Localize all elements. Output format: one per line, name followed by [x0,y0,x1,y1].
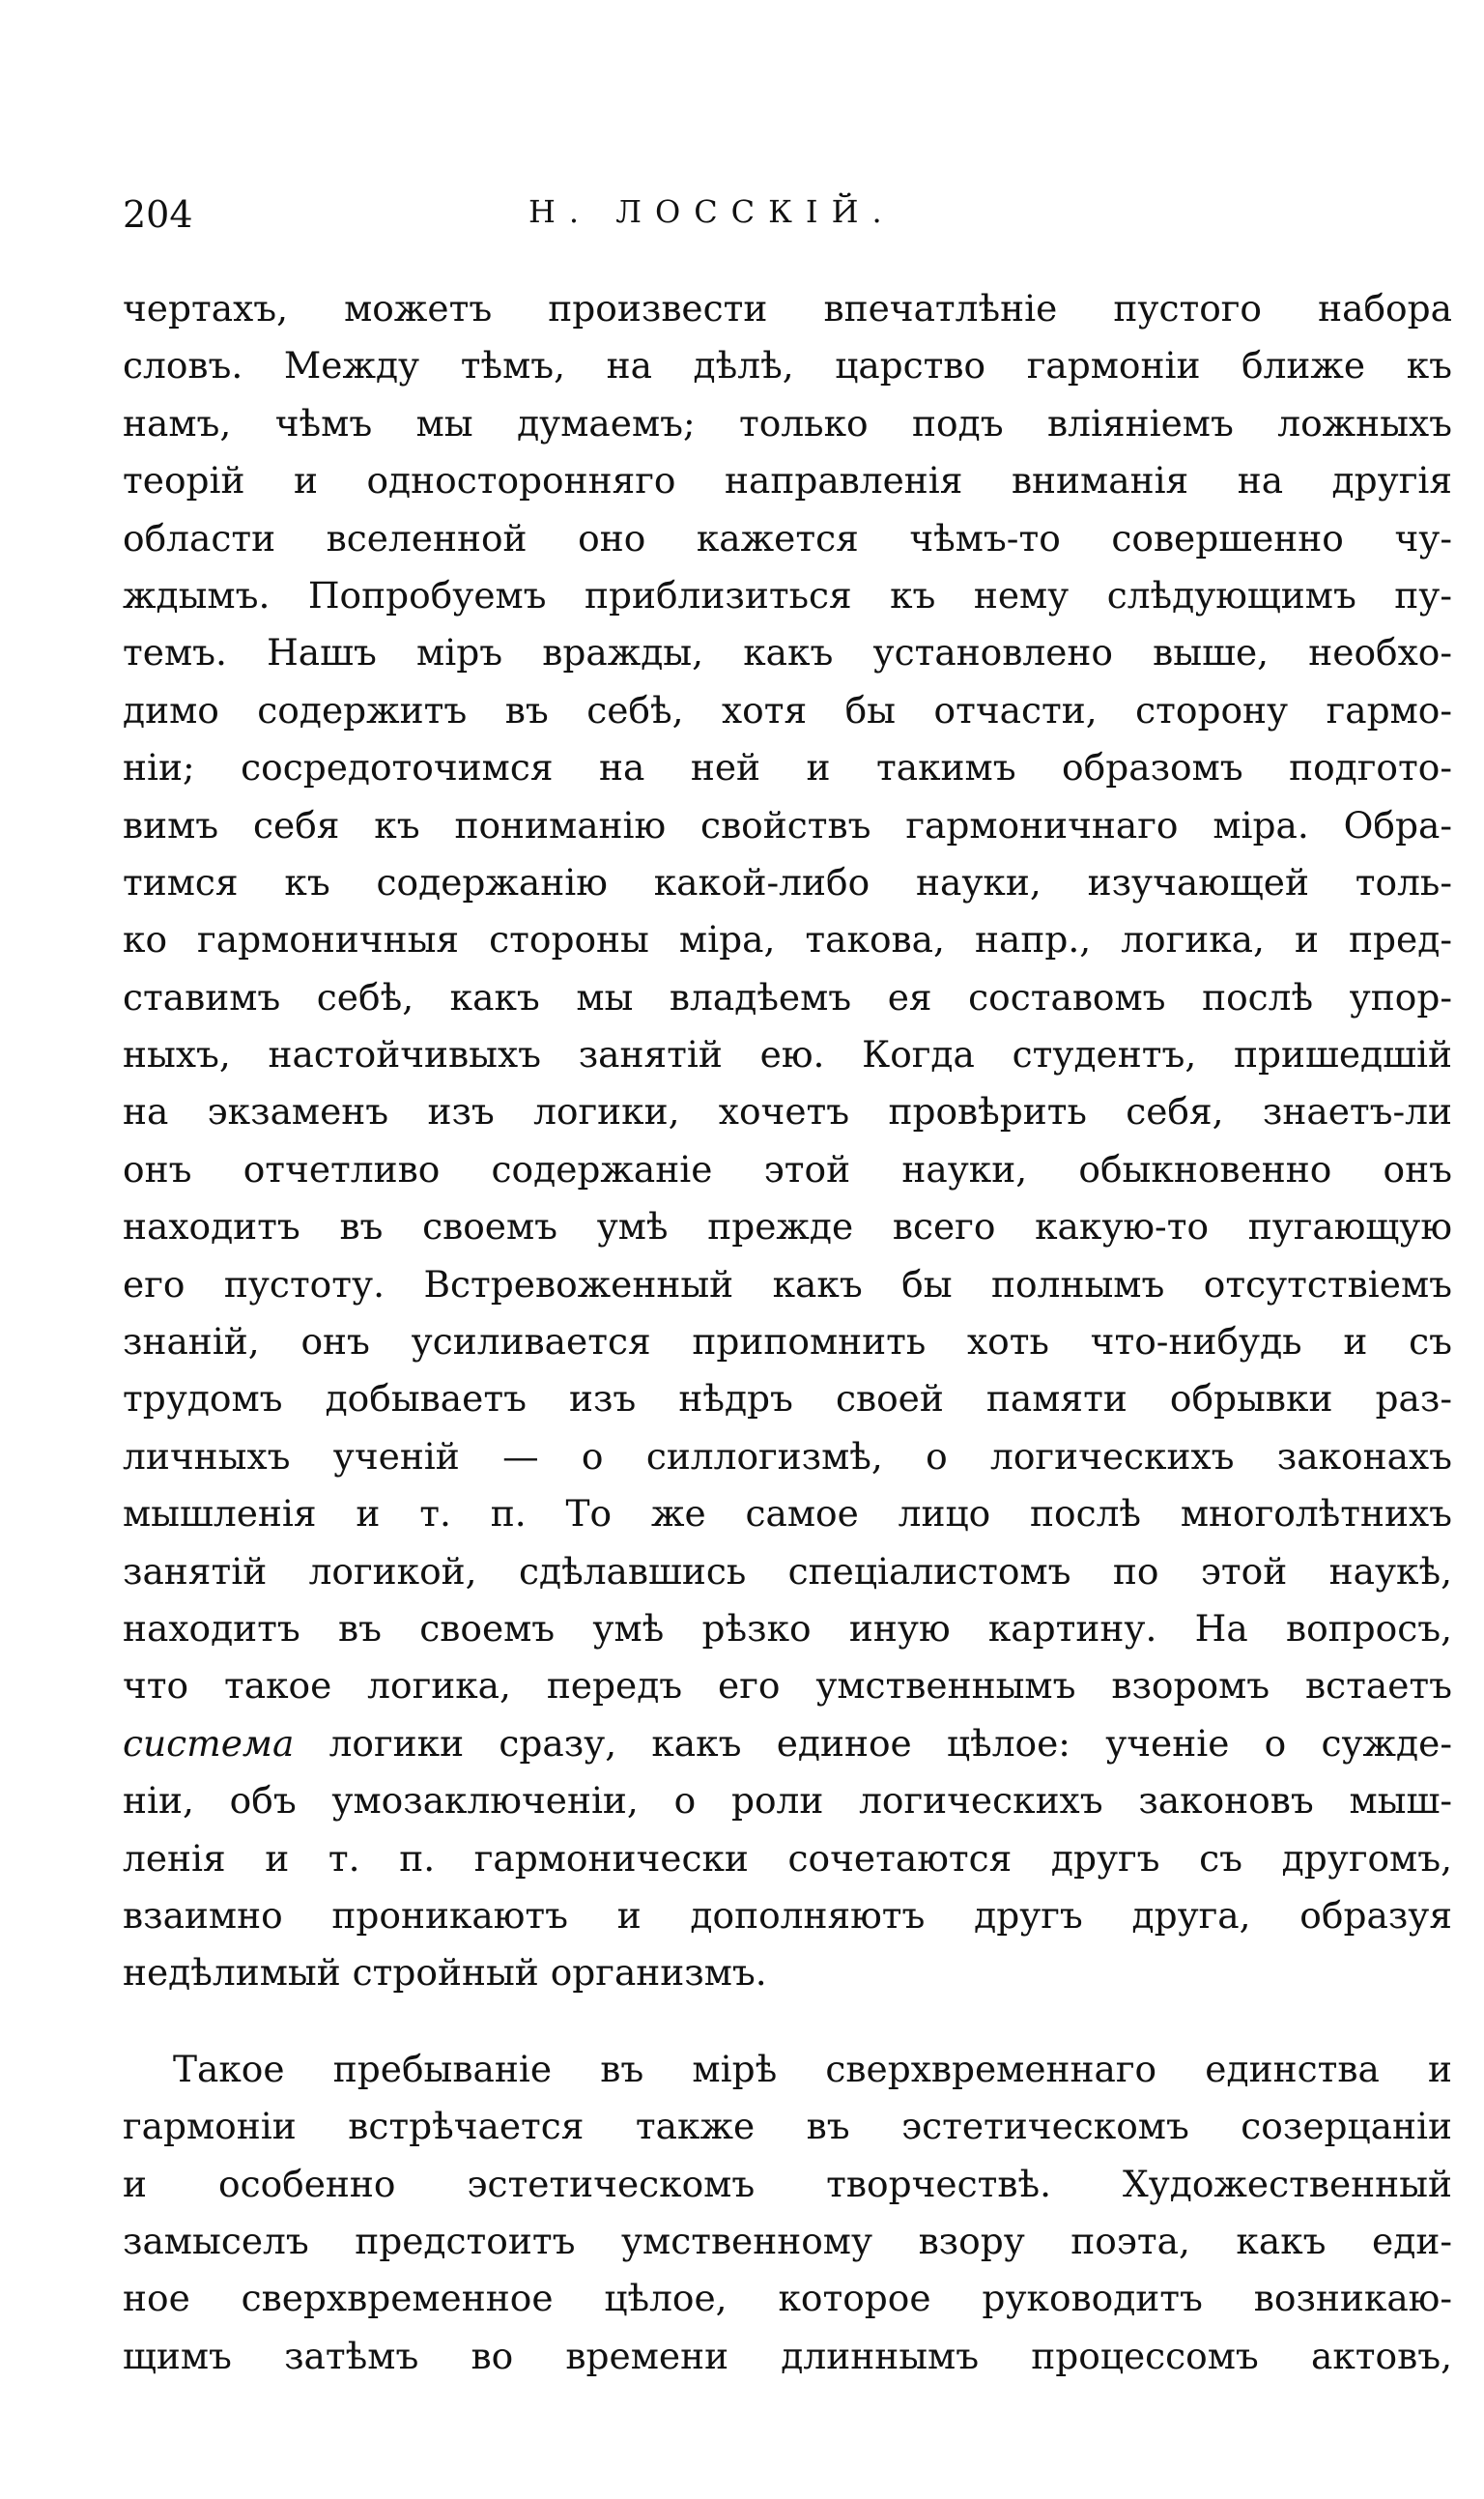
page-number: 204 [123,193,193,236]
text-line: что такое логика, передъ его умственнымъ взоромъ встаетъ [123,1664,1452,1708]
text-line: и особенно эстетическомъ творчествѣ. Художественный [123,2162,1452,2205]
text-line: ждымъ. Попробуемъ приблизиться къ нему слѣдующимъ пу- [123,573,1452,617]
text-line: тимся къ содержанію какой-либо науки, изучающей толь- [123,860,1452,904]
text-line: гармоніи встрѣчается также въ эстетическомъ созерцаніи [123,2105,1452,2148]
text-line: находитъ въ своемъ умѣ рѣзко иную картину. На вопросъ, [123,1606,1452,1650]
running-head: Н. ЛОССКІЙ. [528,193,896,230]
italic-emphasis: система [123,1721,295,1765]
paragraph-1 [123,280,1452,2002]
text-line: ко гармоничныя стороны міра, такова, напр., логика, и пред- [123,918,1452,962]
text-line: мышленія и т. п. То же самое лицо послѣ многолѣтнихъ [123,1492,1452,1536]
paragraph-2 [123,2041,1452,2385]
text-line: димо содержитъ въ себѣ, хотя бы отчасти, сторону гармо- [123,688,1452,732]
text-line: щимъ затѣмъ во времени длиннымъ процессомъ актовъ, [123,2334,1452,2377]
text-line: словъ. Между тѣмъ, на дѣлѣ, царство гармоніи ближе къ [123,344,1452,388]
text-line: находитъ въ своемъ умѣ прежде всего какую-то пугающую [123,1205,1452,1249]
text-line: ніи; сосредоточимся на ней и такимъ образомъ подгото- [123,746,1452,790]
text-line: недѣлимый стройный организмъ. [123,1951,767,1995]
text-line: Такое пребываніе въ мірѣ сверхвременнаго единства и [173,2047,1452,2090]
text-line: знаній, онъ усиливается припомнить хоть что-нибудь и съ [123,1320,1452,1364]
text-line: намъ, чѣмъ мы думаемъ; только подъ вліяніемъ ложныхъ [123,401,1452,445]
text-line: трудомъ добываетъ изъ нѣдръ своей памяти обрывки раз- [123,1377,1452,1421]
text-line: вимъ себя къ пониманію свойствъ гармоничнаго міра. Обра- [123,803,1452,847]
text-line: темъ. Нашъ міръ вражды, какъ установлено выше, необхо- [123,631,1452,675]
text-line: чертахъ, можетъ произвести впечатлѣніе пустого набора [123,287,1452,330]
text-span: логики сразу, какъ единое цѣлое: ученіе о сужде- [328,1721,1452,1765]
text-line: ное сверхвременное цѣлое, которое руководитъ возникаю- [123,2277,1452,2320]
body-text [123,280,1452,2385]
text-line: замыселъ предстоитъ умственному взору поэта, какъ еди- [123,2219,1452,2262]
text-line: теорій и односторонняго направленія вниманія на другія [123,459,1452,503]
text-line: взаимно проникаютъ и дополняютъ другъ друга, образуя [123,1893,1452,1937]
text-line: на экзаменъ изъ логики, хочетъ провѣрить себя, знаетъ-ли [123,1090,1452,1134]
text-line: области вселенной оно кажется чѣмъ-то совершенно чу- [123,516,1452,560]
text-line: личныхъ ученій — о силлогизмѣ, о логическихъ законахъ [123,1434,1452,1478]
text-line: занятій логикой, сдѣлавшись спеціалистомъ по этой наукѣ, [123,1549,1452,1593]
text-line [123,1715,1452,1772]
text-line: ніи, объ умозаключеніи, о роли логическихъ законовъ мыш- [123,1779,1452,1823]
text-line: ныхъ, настойчивыхъ занятій ею. Когда студентъ, пришедшій [123,1033,1452,1077]
text-line: ставимъ себѣ, какъ мы владѣемъ ея составомъ послѣ упор- [123,975,1452,1019]
text-line: его пустоту. Встревоженный какъ бы полнымъ отсутствіемъ [123,1262,1452,1306]
text-line: ленія и т. п. гармонически сочетаются другъ съ другомъ, [123,1836,1452,1880]
page-header [123,193,1452,251]
text-line: онъ отчетливо содержаніе этой науки, обыкновенно онъ [123,1147,1452,1191]
